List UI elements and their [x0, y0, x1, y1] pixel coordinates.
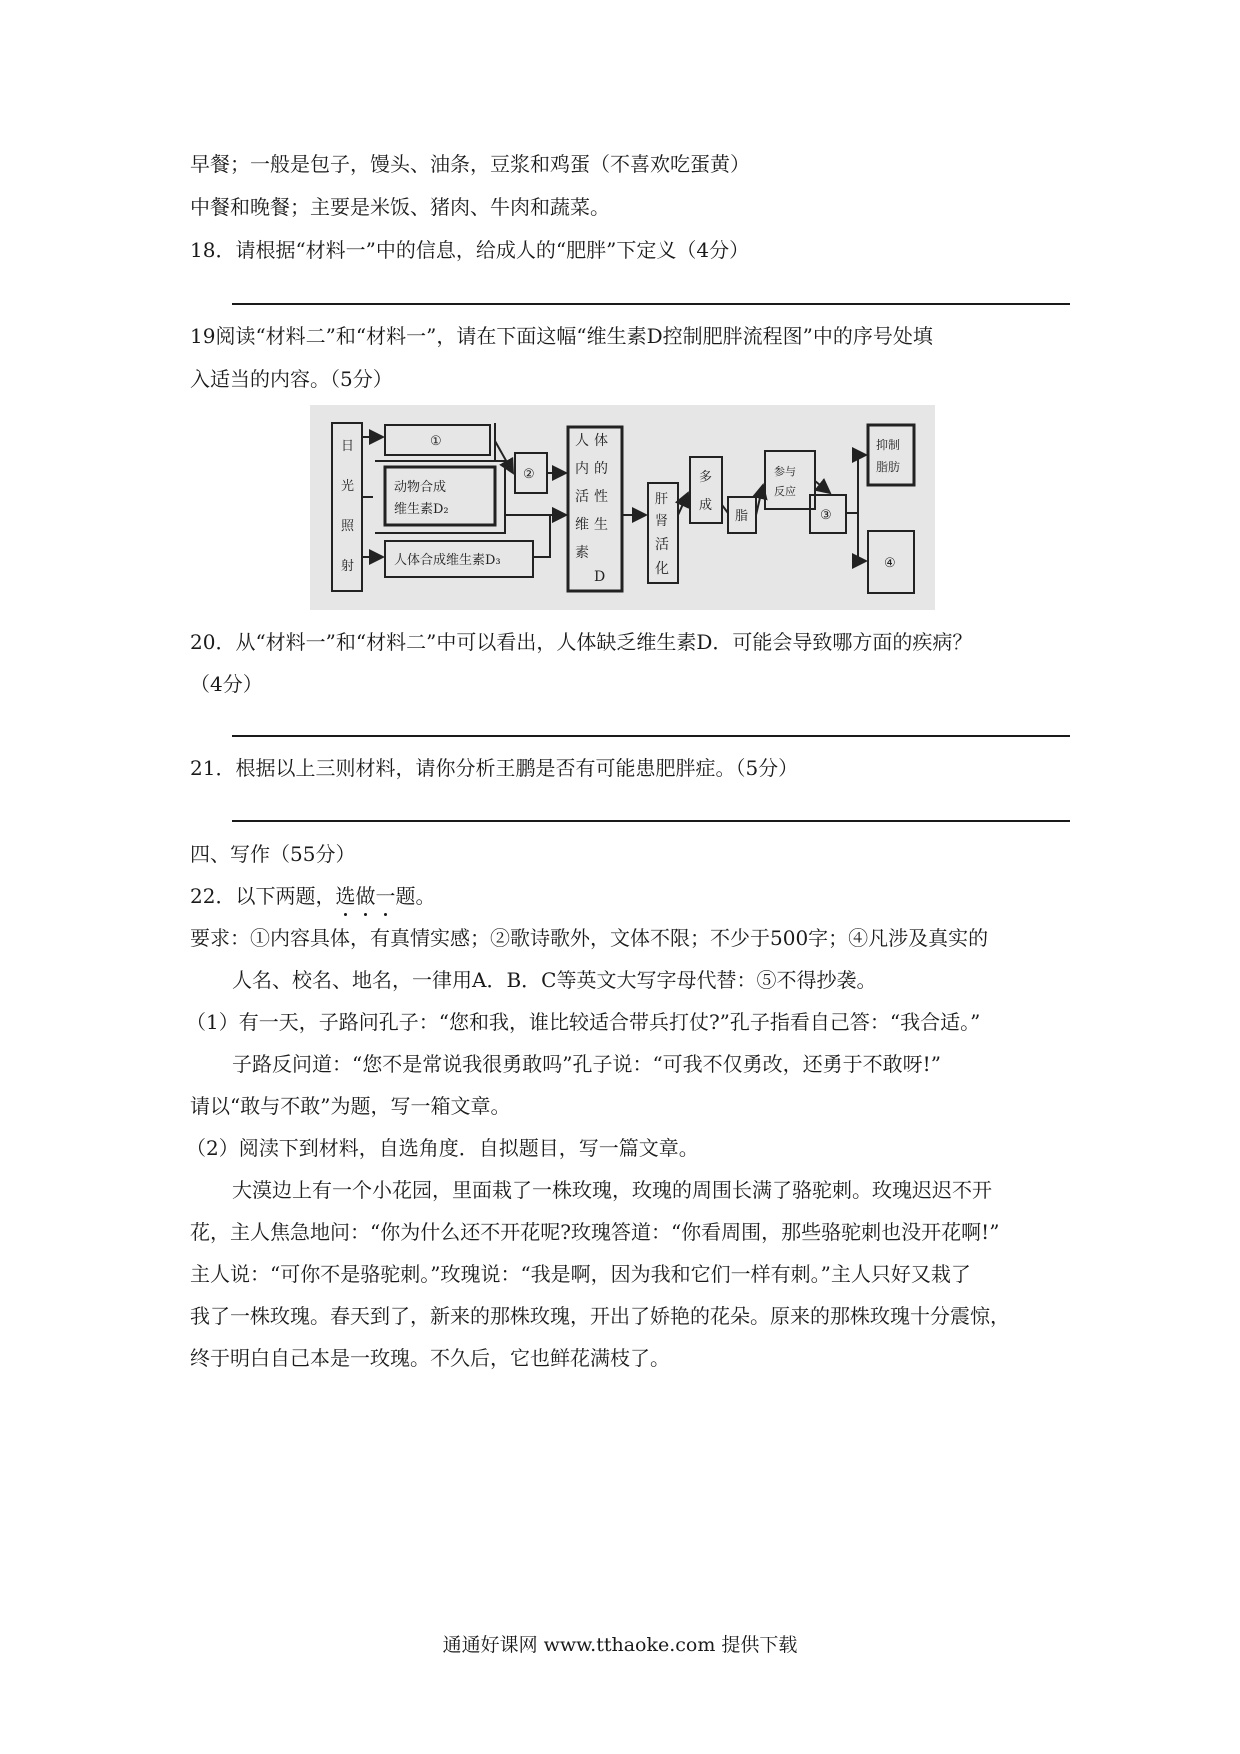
q22-dotted-2: 做	[355, 884, 376, 908]
join-label-2: 反应	[774, 485, 796, 498]
question-22	[190, 882, 435, 910]
q22-suffix: 题。	[395, 884, 436, 908]
body-char-6: 性	[594, 489, 608, 505]
requirements-line1: 要求：①内容具体，有真情实感；②歌诗歌外，文体不限；不少于500字；④凡涉及真实的	[190, 926, 989, 950]
body-char-3: 内	[575, 461, 589, 477]
top-right-label-2: 脂肪	[876, 460, 901, 474]
box3-label: ③	[820, 508, 832, 523]
answer-line-18	[232, 303, 1070, 305]
animal-label-1: 动物合成	[394, 480, 447, 495]
question-19-line1: 19阅读“材料二”和“材料一”，请在下面这幅“维生素D控制肥胖流程图”中的序号处填	[190, 324, 933, 348]
breakfast-line: 早餐；一般是包子，馒头、油条，豆浆和鸡蛋（不喜欢吃蛋黄）	[190, 152, 750, 176]
question-20-line1: 20．从“材料一”和“材料二”中可以看出，人体缺乏维生素D．可能会导致哪方面的疾病？	[190, 630, 973, 654]
liver-char-2: 肾	[655, 514, 669, 529]
body-char-10: D	[594, 569, 606, 585]
q22-dotted-3: 一	[375, 884, 396, 908]
liver-char-4: 化	[655, 561, 669, 577]
vitamin-d-flowchart	[310, 405, 935, 610]
answer-line-20	[232, 735, 1070, 737]
body-char-4: 的	[594, 461, 608, 477]
footer-credit: 通通好课网 www.tthaoke.com 提供下载	[442, 1634, 798, 1656]
story-line2: 花，主人焦急地问：“你为什么还不开花呢?玫瑰答道：“你看周围，那些骆驼刺也没开花啊!”	[190, 1220, 1000, 1244]
human-label: 人体合成维生素D₃	[394, 553, 501, 568]
top-right-label-1: 抑制	[876, 438, 901, 452]
liver-char-3: 活	[655, 537, 669, 553]
body-char-2: 体	[594, 433, 608, 449]
box-body	[568, 427, 622, 591]
q22-prefix: 22．以下两题，	[190, 884, 336, 908]
story-line3: 主人说：“可你不是骆驼刺。”玫瑰说：“我是啊，因为我和它们一样有刺。”主人只好又栽了	[190, 1262, 971, 1286]
question-20-line2: （4分）	[190, 672, 263, 696]
topic-1-line2: 子路反问道：“您不是常说我很勇敢吗”孔子说：“可我不仅勇改，还勇于不敢呀!”	[232, 1052, 941, 1076]
box-top-right	[868, 425, 914, 485]
answer-line-21	[232, 820, 1070, 822]
topic-1-line1: （1）有一天，子路问孔子：“您和我，谁比较适合带兵打仗?”孔子指看自己答：“我合适。”	[186, 1010, 981, 1034]
topic-2-line1: （2）阅渎下到材料，自选角度．自拟题目，写一篇文章。	[186, 1136, 699, 1160]
box2-label: ②	[523, 467, 535, 482]
fat-label: 脂	[735, 509, 749, 524]
box-join	[765, 451, 815, 509]
box-more	[690, 457, 722, 523]
topic-1-line3: 请以“敢与不敢”为题，写一箱文章。	[190, 1094, 511, 1118]
liver-char-1: 肝	[655, 492, 669, 507]
join-label-1: 参与	[774, 465, 796, 478]
src-char-4: 射	[341, 559, 355, 574]
body-char-8: 生	[594, 517, 608, 533]
body-char-5: 活	[575, 489, 589, 505]
lunch-dinner-line: 中餐和晚餐；主要是米饭、猪肉、牛肉和蔬菜。	[190, 195, 610, 219]
body-char-9: 素	[575, 545, 589, 561]
story-line4: 我了一株玫瑰。春天到了，新来的那株玫瑰，开出了娇艳的花朵。原来的那株玫瑰十分震惊，	[190, 1304, 1010, 1328]
question-19-line2: 入适当的内容。（5分）	[190, 367, 393, 391]
story-line5: 终于明白自己本是一玫瑰。不久后，它也鲜花满枝了。	[190, 1346, 670, 1370]
animal-label-2: 维生素D₂	[394, 502, 449, 517]
question-18: 18．请根据“材料一”中的信息，给成人的“肥胖”下定义（4分）	[190, 238, 750, 262]
body-char-7: 维	[575, 517, 589, 533]
src-char-3: 照	[341, 519, 355, 534]
more-char-2: 成	[699, 498, 713, 513]
box1-label: ①	[430, 434, 442, 449]
requirements-line2: 人名、校名、地名，一律用A．B．C等英文大写字母代替：⑤不得抄袭。	[232, 968, 877, 992]
section-4-heading: 四、写作（55分）	[190, 842, 356, 866]
story-line1: 大漠边上有一个小花园，里面栽了一株玫瑰，玫瑰的周围长满了骆驼刺。玫瑰迟迟不开	[232, 1178, 992, 1202]
q22-dotted-1: 选	[335, 884, 356, 908]
src-char-1: 日	[341, 439, 355, 454]
body-char-1: 人	[575, 433, 589, 449]
src-char-2: 光	[341, 479, 355, 494]
question-21: 21．根据以上三则材料，请你分析王鹏是否有可能患肥胖症。（5分）	[190, 756, 799, 780]
more-char-1: 多	[699, 470, 713, 485]
box4-label: ④	[884, 556, 896, 571]
